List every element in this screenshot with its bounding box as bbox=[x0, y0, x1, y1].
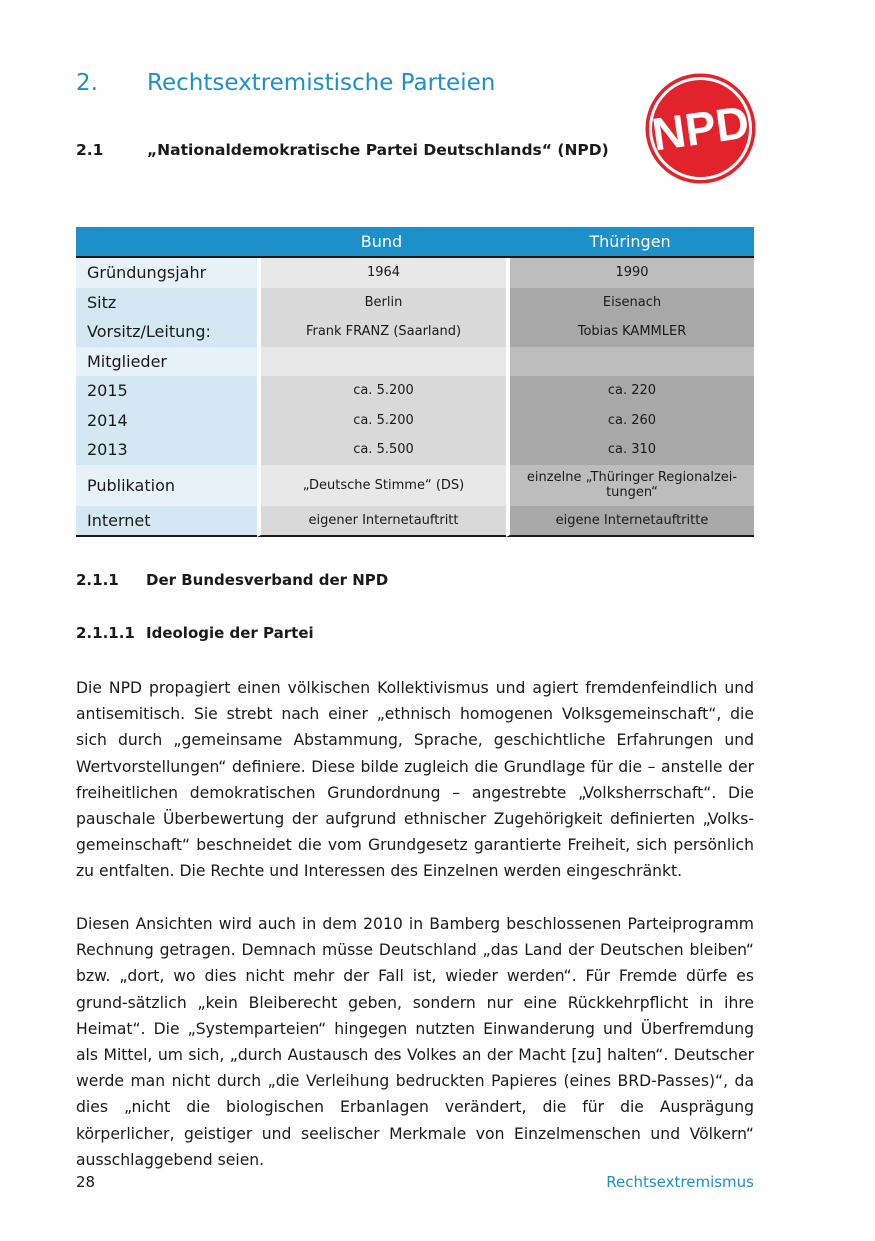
subsubsubsection-number: 2.1.1.1 bbox=[76, 624, 135, 642]
row-label: Sitz bbox=[76, 288, 257, 318]
section-heading bbox=[76, 70, 495, 96]
section-number: 2. bbox=[76, 70, 98, 96]
cell-thueringen: ca. 260 bbox=[506, 406, 754, 436]
row-label: 2013 bbox=[76, 435, 257, 465]
row-label: Gründungsjahr bbox=[76, 258, 257, 288]
row-label: Vorsitz/Leitung: bbox=[76, 317, 257, 347]
cell-bund: Berlin bbox=[257, 288, 506, 318]
table-row bbox=[76, 347, 754, 377]
header-bund: Bund bbox=[257, 227, 506, 258]
body-paragraph-1: Die NPD propagiert einen völkischen Kollektivismus und agiert fremdenfeindlich und antisemitisch. Sie strebt nach einer „ethnisch homogenen Volksgemeinschaft“, die sich durch „gemeinsame Abstammung, Sprache, geschichtliche Erfahrungen und Wertvorstellungen“ definiere. Diese bilde zugleich die Grundlage für die – anstelle der freiheitlichen demokratischen Grundordnung – angestrebte „Volksherrschaft“. Die pauschale Überbewertung der aufgrund ethnischer Zugehörigkeit definierten „Volks-gemeinschaft“ beschneidet die vom Grundgesetz garantierte Freiheit, sich persönlich zu entfalten. Die Rechte und Interessen des Einzelnen werden eingeschränkt. bbox=[76, 679, 754, 881]
table-row bbox=[76, 465, 754, 506]
cell-bund: ca. 5.200 bbox=[257, 406, 506, 436]
table-row bbox=[76, 288, 754, 318]
cell-bund: ca. 5.200 bbox=[257, 376, 506, 406]
cell-thueringen: 1990 bbox=[506, 258, 754, 288]
table-row bbox=[76, 435, 754, 465]
table-row bbox=[76, 406, 754, 436]
cell-bund: ca. 5.500 bbox=[257, 435, 506, 465]
cell-thueringen: eigene Internetauftritte bbox=[506, 506, 754, 537]
table-header-row bbox=[76, 227, 754, 258]
subsubsubsection-heading bbox=[76, 624, 314, 642]
subsubsubsection-title: Ideologie der Partei bbox=[146, 624, 314, 642]
row-label: 2015 bbox=[76, 376, 257, 406]
cell-thueringen: ca. 220 bbox=[506, 376, 754, 406]
cell-thueringen bbox=[506, 347, 754, 377]
cell-bund: eigener Internetauftritt bbox=[257, 506, 506, 537]
cell-bund: Frank FRANZ (Saarland) bbox=[257, 317, 506, 347]
section-title: Rechtsextremistische Parteien bbox=[147, 70, 496, 96]
cell-thueringen: Eisenach bbox=[506, 288, 754, 318]
row-label: Mitglieder bbox=[76, 347, 257, 377]
row-label: 2014 bbox=[76, 406, 257, 436]
cell-bund: 1964 bbox=[257, 258, 506, 288]
table-row bbox=[76, 258, 754, 288]
header-thueringen: Thüringen bbox=[506, 227, 754, 258]
header-label bbox=[76, 227, 257, 258]
cell-thueringen: Tobias KAMMLER bbox=[506, 317, 754, 347]
subsection-title: „Nationaldemokratische Partei Deutschlands“ (NPD) bbox=[147, 141, 609, 159]
subsubsection-heading bbox=[76, 571, 388, 589]
npd-logo-icon bbox=[645, 73, 756, 184]
body-paragraph-2: Diesen Ansichten wird auch in dem 2010 in Bamberg beschlossenen Parteiprogramm Rechnung getragen. Demnach müsse Deutschland „das Land der Deutschen bleiben“ bzw. „dort, wo dies nicht mehr der Fall ist, wieder werden“. Für Fremde dürfe es grund-sätzlich „kein Bleiberecht geben, sondern nur eine Rückkehrpflicht in ihre Heimat“. Die „Systemparteien“ hingegen nutzten Einwanderung und Überfremdung als Mittel, um sich, „durch Austausch des Volkes an der Macht [zu] halten“. Deutscher werde man nicht durch „die Verleihung bedruckten Papieres (eines BRD-Passes)“, da dies „nicht die biologischen Erbanlagen verändert, die für die Ausprägung körperlicher, geistiger und seelischer Merkmale von Einzelmenschen und Völkern“ ausschlaggebend seien. bbox=[76, 915, 754, 1169]
cell-thueringen: einzelne „Thüringer Regionalzei-tungen“ bbox=[506, 465, 754, 506]
party-facts-table bbox=[76, 227, 754, 537]
subsection-number: 2.1 bbox=[76, 141, 104, 159]
logo-text: NPD bbox=[648, 95, 753, 161]
subsection-heading bbox=[76, 141, 609, 159]
row-label: Publikation bbox=[76, 465, 257, 506]
table-row bbox=[76, 376, 754, 406]
subsubsection-title: Der Bundesverband der NPD bbox=[146, 571, 389, 589]
page-number: 28 bbox=[76, 1173, 96, 1191]
cell-bund: „Deutsche Stimme“ (DS) bbox=[257, 465, 506, 506]
table-row bbox=[76, 506, 754, 537]
cell-thueringen: ca. 310 bbox=[506, 435, 754, 465]
footer-title: Rechtsextremismus bbox=[606, 1173, 754, 1191]
subsubsection-number: 2.1.1 bbox=[76, 571, 119, 589]
cell-bund bbox=[257, 347, 506, 377]
row-label: Internet bbox=[76, 506, 257, 537]
table-row bbox=[76, 317, 754, 347]
